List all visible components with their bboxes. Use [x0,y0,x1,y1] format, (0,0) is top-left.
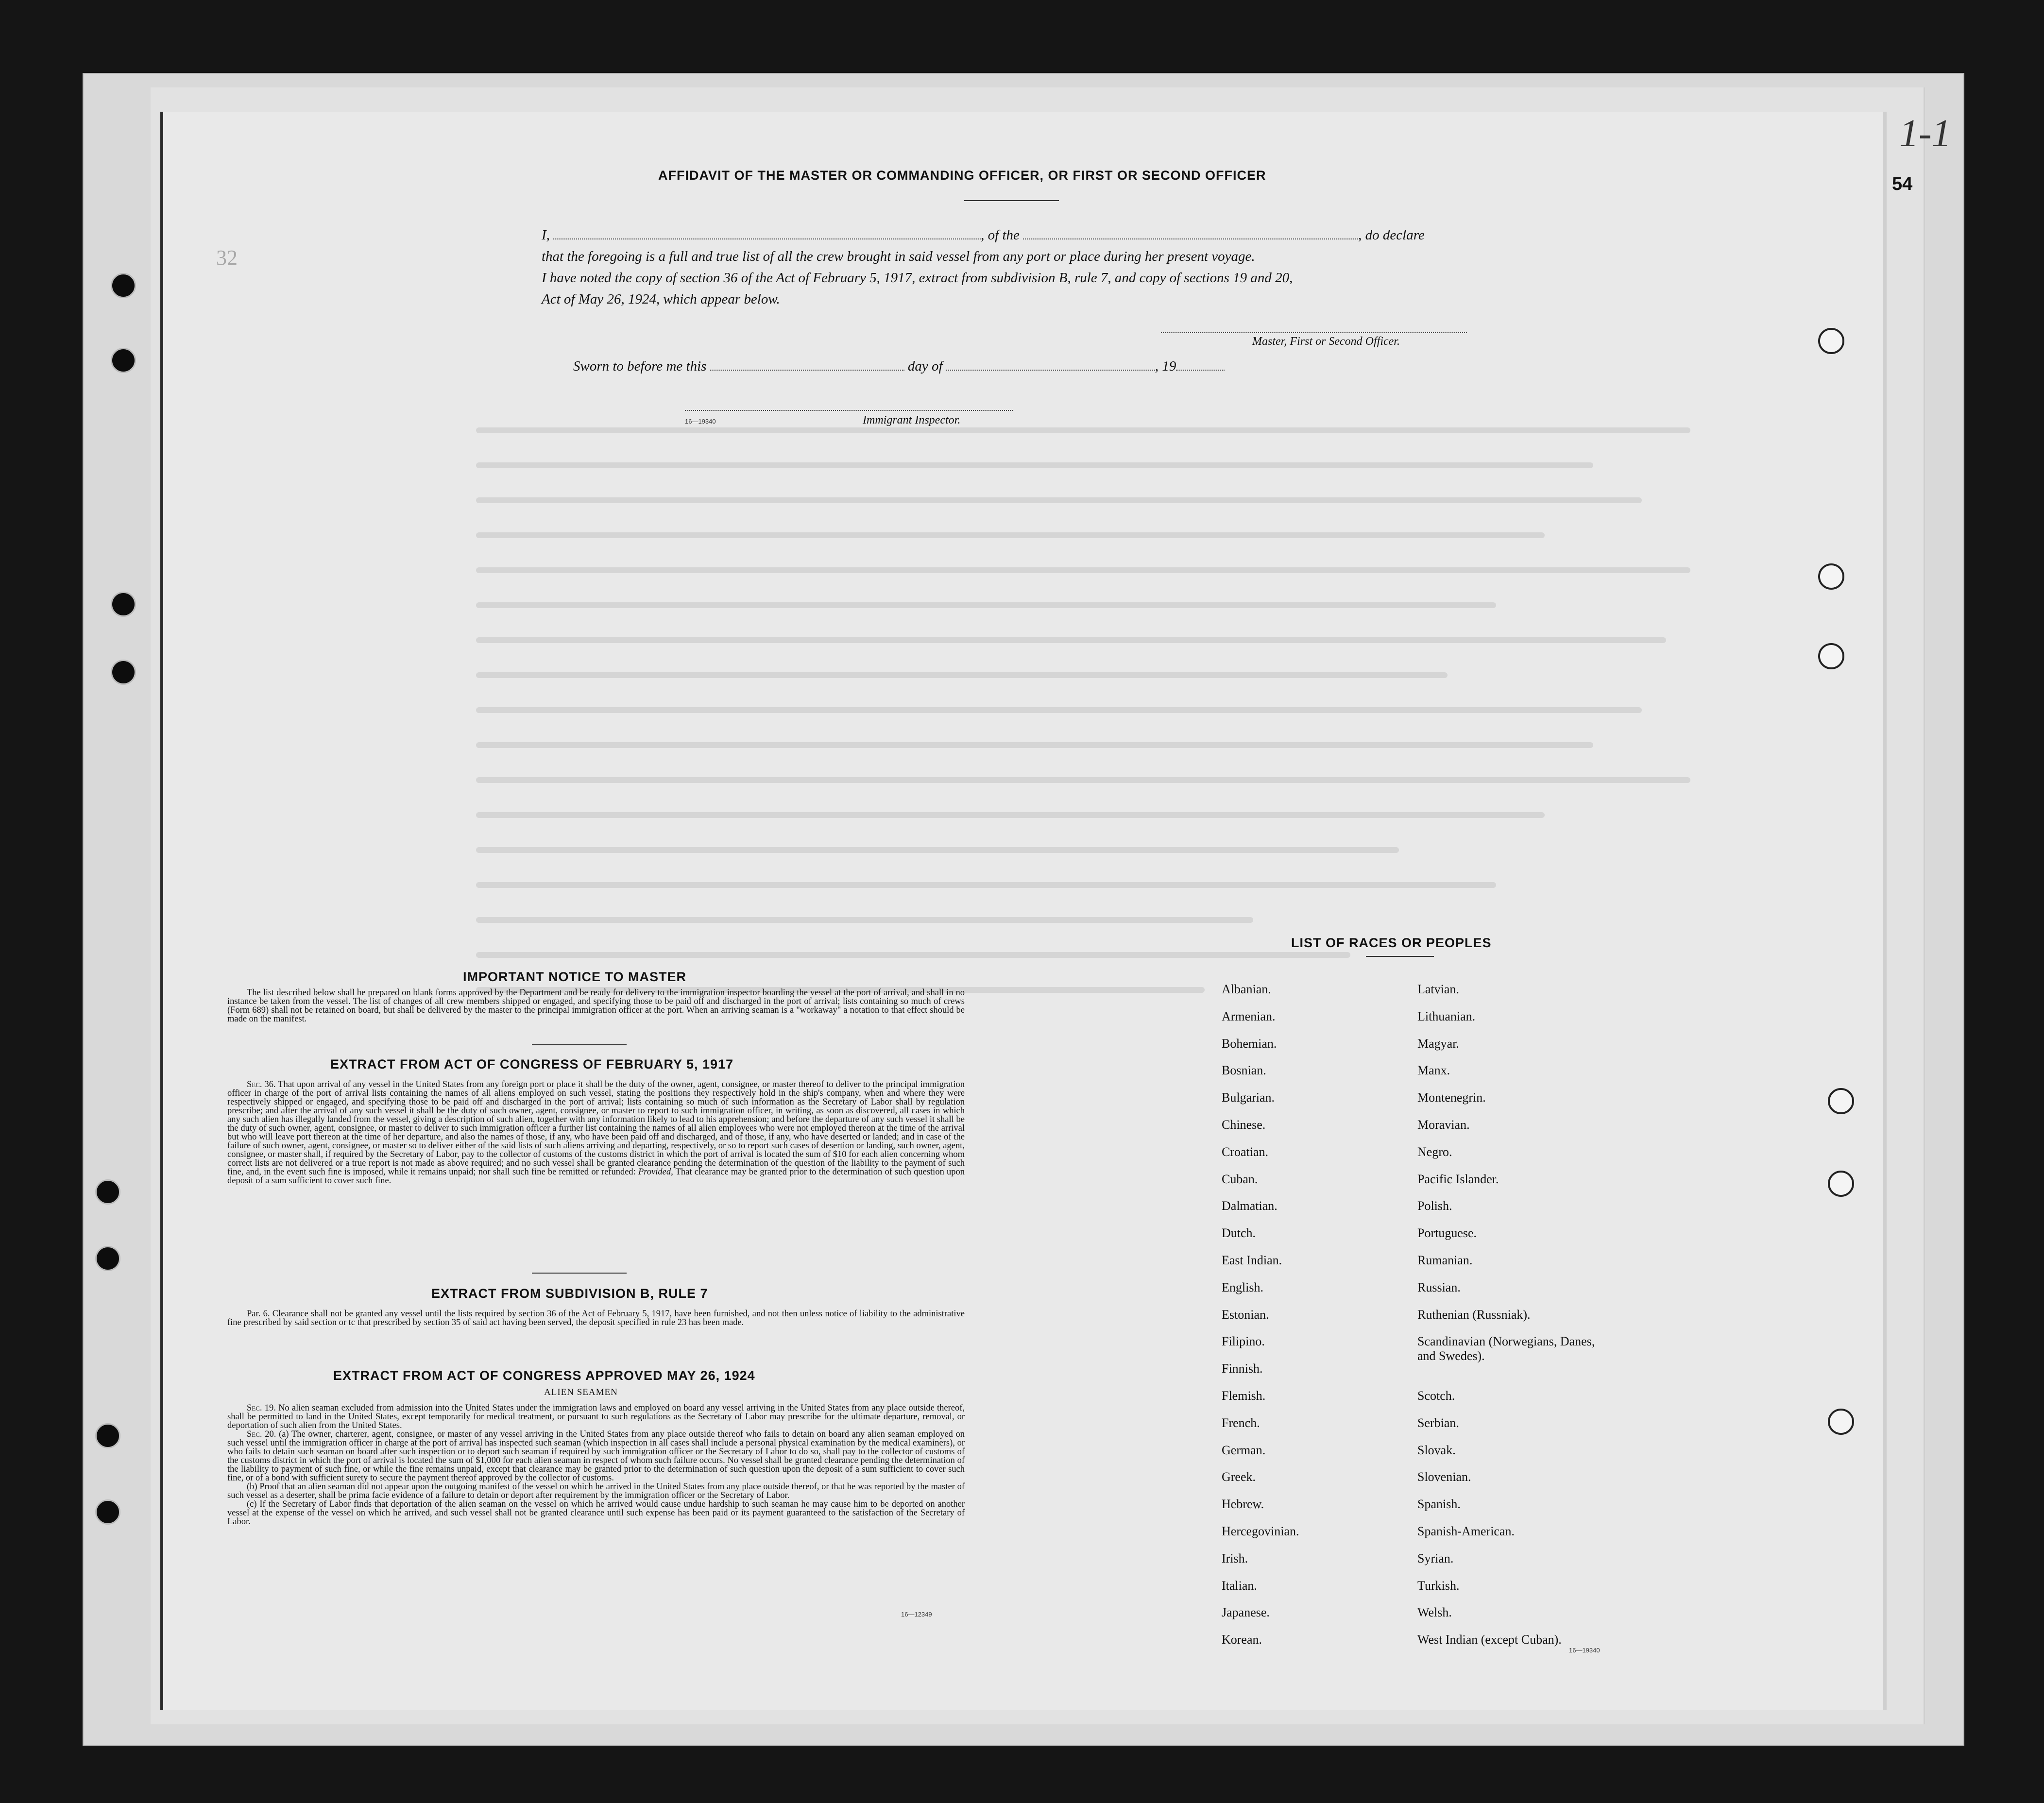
binder-hole-icon [111,348,136,373]
race-item: Finnish. [1222,1361,1263,1376]
notice-paragraph: The list described below shall be prepared on blank forms approved by the Department and be ready for delivery to the immigration inspector boarding the vessel at the port of arrival, and shall in no instance be taken from the vessel. The list of changes of all crew members shipped or engaged, and specifying those to be paid off and discharged in the port of arrival; lists containing so much of crews (Form 689) shall not be retained on board, but shall be delivered by the master to the principal immigration officer at the port. When an arriving seaman is a "workaway" a notation to that effect should be made on the manifest. [227,988,965,1024]
month-field[interactable] [946,370,1155,371]
rule7-paragraph: Par. 6. Clearance shall not be granted any vessel until the lists required by section 36 of the Act of February 5, 1917, have been furnished, and not then unless notice of liability to the administrative fine prescribed by said section or tc that prescribed by section 35 of said act having been served, the deposit specified in rule 23 has been made. [227,1309,965,1327]
race-item: Greek. [1222,1470,1256,1484]
race-item: French. [1222,1415,1260,1430]
race-item: Dalmatian. [1222,1199,1278,1213]
race-item: Magyar. [1417,1036,1459,1051]
race-item: East Indian. [1222,1253,1282,1267]
proviso-text: That clearance may be granted prior to the determination of such question upon deposit of a sum sufficient to cover such fine. [227,1167,965,1186]
race-item: Polish. [1417,1199,1452,1213]
race-item: Scotch. [1417,1388,1455,1403]
section-20b-text: (b) Proof that an alien seaman did not appear upon the outgoing manifest of the vessel on which he arrived in the United States from any place outside thereof, or that he was reported by the master of such vessel as a deserter, shall be prima facie evidence of a failure to detain or deport after requirement by the immigration officer or the Secretary of Labor. [227,1482,965,1500]
divider [1366,956,1434,957]
race-item: Korean. [1222,1633,1262,1647]
section-20c-text: (c) If the Secretary of Labor finds that deportation of the alien seaman on the vessel on which he arrived would cause undue hardship to such seaman he may cause him to be deported on another vessel at the expense of the vessel on which he arrived, and such vessel shall not be granted clearance until such expense has been paid or its payment guaranteed to the satisfaction of the Secretary of Labor. [227,1499,965,1527]
binder-hole-icon [95,1179,120,1205]
affidavit-i: I, [542,227,550,243]
race-item: Pacific Islander. [1417,1172,1499,1186]
race-item: Cuban. [1222,1172,1258,1186]
race-item: Serbian. [1417,1415,1459,1430]
race-item: German. [1222,1443,1266,1457]
affidavit-line: that the foregoing is a full and true list of all the crew brought in said vessel from any port or place during her present voyage. [542,249,1255,264]
races-right-column [1417,982,1602,1660]
race-item: Dutch. [1222,1226,1256,1241]
race-item: Portuguese. [1417,1226,1477,1241]
race-item: Ruthenian (Russniak). [1417,1307,1531,1322]
extract-1924-body [227,1404,965,1526]
inspector-signature-line[interactable] [685,410,1013,411]
form-number: 16—19340 [1569,1647,1600,1654]
race-item: West Indian (except Cuban). [1417,1633,1562,1647]
section-20a-text: (a) The owner, charterer, agent, consignee, or master of any vessel arriving in the United States from any place outside thereof who fails to detain on board any alien seaman employed on such vessel until the immigration officer in charge at the port of arrival has inspected such seaman (which inspection in all cases shall include a personal physical examination by the medical examiners), or who fails to detain such seaman on board after such inspection or to deport such seaman if required by such immigration officer or the Secretary of Labor to do so, shall pay to the collector of customs of the customs district in which the port of arrival is located the sum of $1,000 for each alien seaman in respect of whom such failure occurs. No vessel shall be granted clearance pending the determination of the liability to payment of such fine, or while the fine remains unpaid, except that clearance may be granted prior to the determination of such question upon the deposit of a sum sufficient to cover such fine, or of a bond with sufficient surety to secure the payment thereof approved by the collector of customs. [227,1429,965,1483]
race-item: English. [1222,1280,1263,1294]
race-item: Turkish. [1417,1578,1460,1593]
day-field[interactable] [710,370,904,371]
proviso-label: Provided, [638,1167,673,1177]
affidavit-of-the: , of the [981,227,1020,243]
faint-number: 32 [216,246,238,270]
race-item: Irish. [1222,1551,1248,1565]
extract-1917-title: EXTRACT FROM ACT OF CONGRESS OF FEBRUARY 5, 1917 [330,1057,734,1072]
divider [532,1044,627,1045]
binder-hole-icon [95,1246,120,1271]
year-label: , 19 [1155,358,1176,374]
race-item: Russian. [1417,1280,1461,1294]
section-label: Sec. 36. [247,1080,276,1089]
binder-hole-icon [111,592,136,617]
binder-hole-icon [1828,1171,1854,1197]
section-label: Sec. 20. [247,1429,276,1439]
extract-1917-body [227,1080,965,1185]
race-item: Slovenian. [1417,1470,1471,1484]
sworn-statement [573,358,1225,374]
bleed-through-text [437,427,1826,1039]
name-field[interactable] [553,238,981,239]
race-item: Hebrew. [1222,1497,1264,1512]
races-title: LIST OF RACES OR PEOPLES [1291,936,1492,950]
race-item: Hercegovinian. [1222,1524,1299,1538]
form-number: 16—19340 [685,418,716,425]
sworn-label: Sworn to before me this [573,358,707,374]
affidavit-line: I have noted the copy of section 36 of the Act of February 5, 1917, extract from subdivision B, rule 7, and copy of sections 19 and 20, [542,270,1293,286]
race-item: Montenegrin. [1417,1090,1486,1105]
year-field[interactable] [1176,370,1225,371]
race-item: Albanian. [1222,982,1271,996]
race-item: Welsh. [1417,1605,1452,1620]
race-item: Spanish. [1417,1497,1461,1512]
races-left-column [1222,982,1299,1660]
race-item: Lithuanian. [1417,1009,1476,1023]
race-item: Scandinavian (Norwegians, Danes, and Swedes). [1417,1334,1595,1363]
master-signature-line[interactable] [1161,332,1467,333]
handwritten-mark: 1-1 [1899,112,1951,155]
extract-1924-title: EXTRACT FROM ACT OF CONGRESS APPROVED MAY 26, 1924 [333,1368,755,1383]
page-number: 54 [1892,174,1913,194]
race-item: Filipino. [1222,1334,1265,1349]
race-item: Spanish-American. [1417,1524,1515,1538]
divider [532,1273,627,1274]
vessel-field[interactable] [1023,238,1358,239]
race-item: Moravian. [1417,1117,1470,1132]
race-item: Chinese. [1222,1117,1266,1132]
section-36-text: That upon arrival of any vessel in the United States from any foreign port or place it shall be the duty of the owner, agent, consignee, or master thereof to deliver to the principal immigration officer in charge of the port of arrival lists containing the names of all aliens employed on such vessel, stating the positions they respectively hold in the ship's company, when and where they were respectively shipped or engaged, and specifying those to be paid off and discharged in the port of arrival; lists containing so much of such information as the Secretary of Labor shall by regulation prescribe; and after the arrival of any such vessel it shall be the duty of such owner, agent, consignee, or master to report to such immigration officer, in writing, as soon as discovered, all cases in which any such alien has illegally landed from the vessel, giving a description of such alien, together with any information likely to lead to his apprehension; and before the departure of any such vessel it shall be the duty of such owner, agent, consignee, or master to deliver to such immigration officer a further list containing the names of all alien employees who were not employed thereon at the time of the arrival but who will leave port thereon at the time of her departure, and also the names of those, if any, who have been paid off and discharged, and of those, if any, who have deserted or landed; and in case of the failure of such owner, agent, consignee, or master so to deliver either of the said lists of such aliens arriving and departing, respectively, or so to report such cases of desertion or landing, such owner, agent, consignee, or master shall, if required by the Secretary of Labor, pay to the collector of customs of the customs district in which the port of arrival is located the sum of $10 for each alien concerning whom correct lists are not delivered or a true report is not made as above required; and no such vessel shall be granted clearance pending the determination of the question of the liability to the payment of such fine, and, in the event such fine is imposed, while it remains unpaid; nor shall such fine be remitted or refunded: [227,1080,965,1177]
affidavit-declare: , do declare [1358,227,1425,243]
binder-hole-icon [1818,328,1844,354]
race-item: Flemish. [1222,1388,1266,1403]
form-number: 16—12349 [901,1611,932,1618]
master-signature-label: Master, First or Second Officer. [1252,335,1400,348]
day-of-label: day of [907,358,943,374]
divider [964,200,1059,201]
race-item: Estonian. [1222,1307,1269,1322]
alien-seamen-subtitle: ALIEN SEAMEN [544,1387,618,1397]
notice-title: IMPORTANT NOTICE TO MASTER [463,970,686,984]
race-item: Armenian. [1222,1009,1276,1023]
race-item: Bohemian. [1222,1036,1277,1051]
race-item: Italian. [1222,1578,1257,1593]
affidavit-title: AFFIDAVIT OF THE MASTER OR COMMANDING OFFICER, OR FIRST OR SECOND OFFICER [658,168,1266,183]
section-label: Sec. 19. [247,1403,276,1413]
binder-hole-icon [1828,1088,1854,1114]
affidavit-text [542,224,1484,310]
affidavit-line: Act of May 26, 1924, which appear below. [542,291,780,307]
binder-hole-icon [111,660,136,685]
binder-hole-icon [1828,1409,1854,1435]
race-item: Slovak. [1417,1443,1456,1457]
binder-hole-icon [111,273,136,298]
section-19-text: No alien seaman excluded from admission into the United States under the immigration laws and employed on board any vessel arriving in the United States from any place outside thereof, shall be permitted to land in the United States, except temporarily for medical treatment, or pursuant to such regulations as the Secretary of Labor may prescribe for the ultimate departure, removal, or deportation of such alien from the United States. [227,1403,965,1430]
race-item: Bosnian. [1222,1063,1266,1078]
race-item: Bulgarian. [1222,1090,1275,1105]
extract-rule7-body [227,1310,965,1327]
race-item: Latvian. [1417,982,1459,996]
race-item: Rumanian. [1417,1253,1473,1267]
race-item: Syrian. [1417,1551,1454,1565]
race-item: Japanese. [1222,1605,1270,1620]
race-item: Croatian. [1222,1144,1269,1159]
inspector-signature-label: Immigrant Inspector. [863,414,961,426]
binder-hole-icon [95,1499,120,1525]
extract-rule7-title: EXTRACT FROM SUBDIVISION B, RULE 7 [431,1286,708,1301]
binder-hole-icon [95,1423,120,1448]
race-item: Negro. [1417,1144,1452,1159]
notice-body [227,988,965,1023]
race-item: Manx. [1417,1063,1450,1078]
